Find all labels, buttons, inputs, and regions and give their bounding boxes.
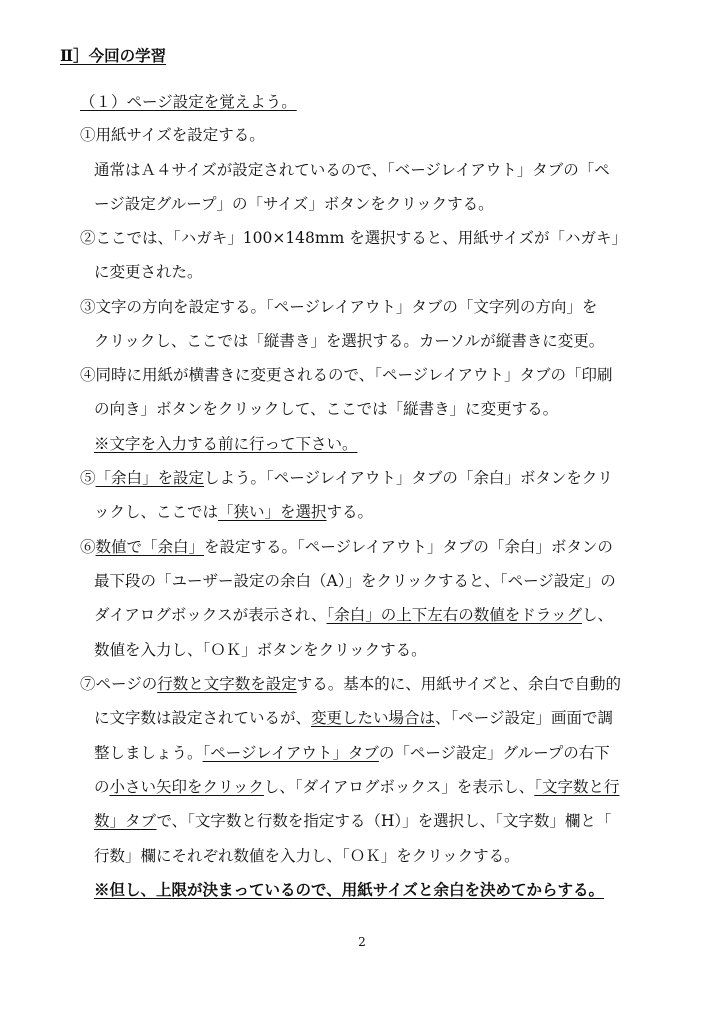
step-7-text: ⑦ページの — [80, 675, 158, 693]
step-1-line-1: 通常はＡ４サイズが設定されているので、「ベージレイアウト」タブの「ペ — [94, 161, 610, 179]
subsection-heading: （１）ページ設定を覚えよう。 — [80, 93, 297, 111]
step-6-line-2: 最下段の「ユーザー設定の余白（A）」をクリックすると、「ページ設定」の — [94, 572, 616, 590]
step-7-emphasis-lines: 行数と文字数を設定 — [157, 675, 297, 693]
step-7-line-3 — [94, 743, 610, 763]
step-7-text-5: 整しましょう。 — [94, 744, 203, 762]
page-number: 2 — [358, 935, 366, 949]
step-6-line-3 — [94, 605, 613, 625]
step-6-text-3: し、 — [581, 606, 613, 624]
step-5-emphasis-narrow: 「狭い」を選択 — [218, 503, 327, 521]
step-7-line-6: 行数」欄にそれぞれ数値を入力し、「ＯＫ」をクリックする。 — [94, 847, 520, 865]
step-6-emphasis-drag: 「余白」の上下左右の数値をドラッグ — [326, 606, 582, 624]
step-6-line-4: 数値を入力し、「ＯＫ」ボタンをクリックする。 — [94, 641, 427, 659]
step-5-text: しよう。「ページレイアウト」タブの「余白」ボタンをクリ — [204, 469, 613, 487]
step-4-line-1: ④同時に用紙が横書きに変更されるので、「ページレイアウト」タブの「印刷 — [80, 366, 613, 384]
step-3-line-2: クリックし、ここでは「縦書き」を選択する。カーソルが縦書きに変更。 — [94, 332, 605, 350]
step-2-line-1: ②ここでは、「ハガキ」100×148mm を選択すると、用紙サイズが「ハガキ」 — [80, 229, 627, 247]
step-1-line-2: ージ設定グループ」の「サイズ」ボタンをクリックする。 — [94, 195, 494, 213]
step-7-note: ※但し、上限が決まっているので、用紙サイズと余白を決めてからする。 — [94, 880, 604, 899]
step-7-emphasis-change: 変更したい場合は — [311, 709, 436, 727]
step-7-text-6: の「ページ設定」グループの右下 — [378, 744, 610, 762]
step-5-line-1 — [80, 468, 613, 488]
step-5-line-2 — [94, 502, 373, 522]
step-7-text-2: する。基本的に、用紙サイズと、余白で自動的 — [296, 675, 621, 693]
step-4-note: ※文字を入力する前に行って下さい。 — [94, 435, 358, 453]
step-2-line-2: に変更された。 — [94, 263, 203, 281]
step-5-text-3: する。 — [326, 503, 374, 521]
step-7-line-4 — [94, 777, 620, 797]
section-heading: Ⅱ］今回の学習 — [60, 46, 167, 65]
step-7-text-7: の — [94, 778, 110, 796]
step-7-text-4: 、「ページ設定」画面で調 — [435, 709, 613, 727]
step-7-text-9: で、「文字数と行数を指定する（H）」を選択し、「文字数」欄と「 — [156, 812, 612, 830]
step-5-emphasis-margin: 「余白」を設定 — [95, 469, 205, 487]
step-6-line-1 — [80, 537, 613, 557]
step-1-title: ①用紙サイズを設定する。 — [80, 126, 265, 144]
step-7-text-8: し、「ダイアログボックス」を表示し、 — [263, 778, 535, 796]
step-6-number: ⑥ — [80, 538, 96, 556]
step-7-line-1 — [80, 674, 621, 694]
step-6-emphasis-numeric: 数値で「余白」 — [95, 538, 205, 556]
step-6-text-2: ダイアログボックスが表示され、 — [94, 606, 327, 624]
step-7-emphasis-chars-tab-2: 数」タブ — [94, 812, 157, 830]
step-7-emphasis-arrow: 小さい矢印をクリック — [109, 778, 264, 796]
step-3-line-1: ③文字の方向を設定する。「ページレイアウト」タブの「文字列の方向」を — [80, 298, 598, 316]
step-7-emphasis-tab: 「ページレイアウト」タブ — [202, 744, 379, 762]
step-7-line-2 — [94, 708, 613, 728]
step-7-emphasis-chars-tab: 「文字数と行 — [534, 778, 620, 796]
step-7-line-5 — [94, 811, 611, 831]
step-4-line-2: の向き」ボタンをクリックして、ここでは「縦書き」に変更する。 — [94, 400, 559, 418]
step-5-number: ⑤ — [80, 469, 96, 487]
step-7-text-3: に文字数は設定されているが、 — [94, 709, 312, 727]
step-5-text-2: ックし、ここでは — [94, 503, 219, 521]
step-6-text: を設定する。「ページレイアウト」タブの「余白」ボタンの — [204, 538, 613, 556]
